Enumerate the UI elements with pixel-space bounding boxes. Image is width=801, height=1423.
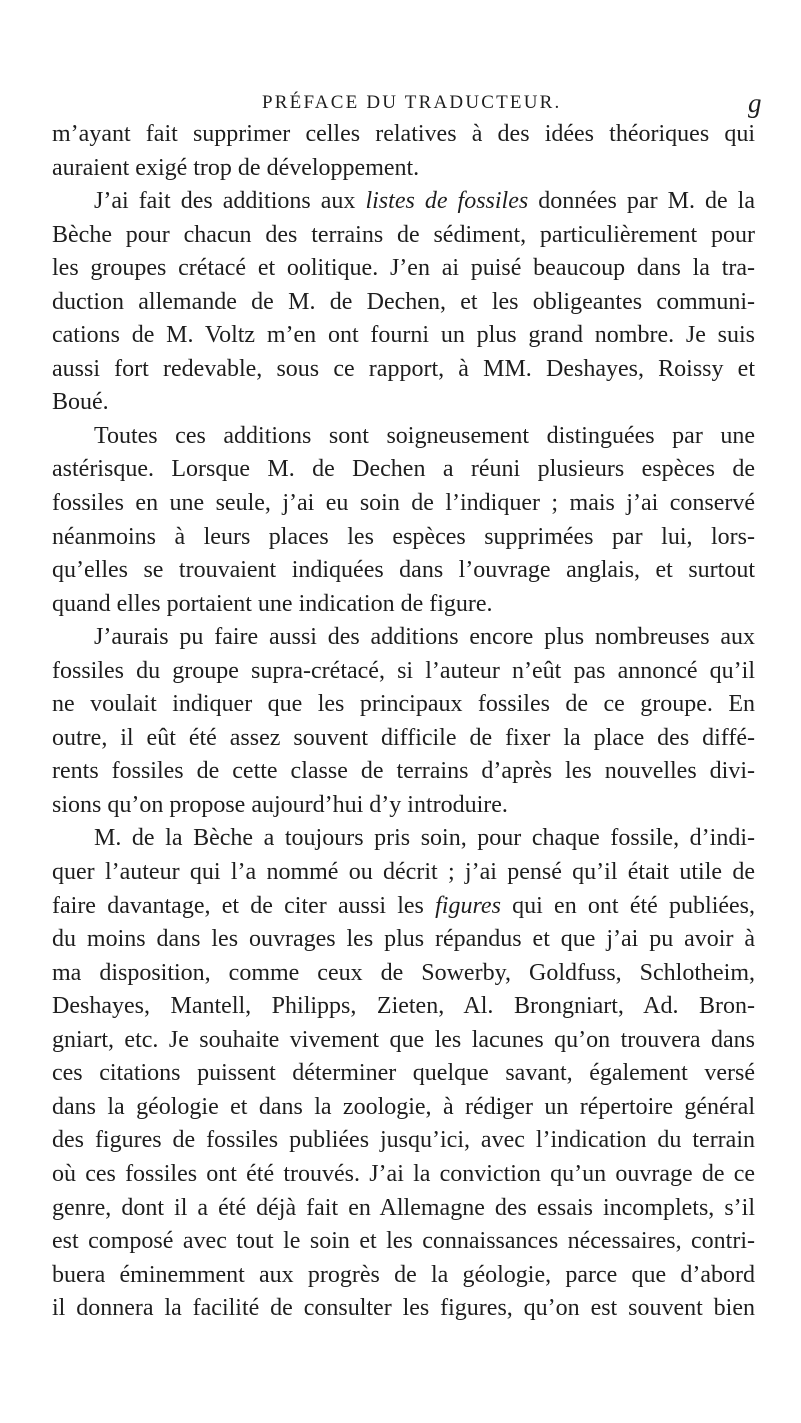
text-segment: est composé avec tout le soin et les connaissances nécessaires, contri- xyxy=(52,1228,755,1255)
text-segment: ces citations puissent déterminer quelque savant, également versé xyxy=(52,1060,755,1087)
text-line xyxy=(52,722,755,756)
text-segment: J’aurais pu faire aussi des additions encore plus nombreuses aux xyxy=(94,624,755,651)
text-segment: du moins dans les ouvrages les plus répandus et que j’ai pu avoir à xyxy=(52,926,755,953)
text-line xyxy=(52,1192,755,1226)
text-line xyxy=(52,554,755,588)
body-text xyxy=(52,118,755,1326)
text-line xyxy=(52,185,755,219)
paragraph xyxy=(52,822,755,1325)
text-line xyxy=(52,1292,755,1326)
text-line xyxy=(52,353,755,387)
text-segment: quand elles portaient une indication de figure. xyxy=(52,590,493,617)
text-segment: données par M. de la xyxy=(528,188,756,215)
text-line xyxy=(52,319,755,353)
text-line xyxy=(52,252,755,286)
text-segment: rents fossiles de cette classe de terrains d’après les nouvelles divi- xyxy=(52,758,755,785)
text-line xyxy=(52,1158,755,1192)
text-segment: Boué. xyxy=(52,389,109,416)
text-segment: ne voulait indiquer que les principaux fossiles de ce groupe. En xyxy=(52,691,755,718)
text-line xyxy=(52,152,755,186)
text-segment: astérisque. Lorsque M. de Dechen a réuni plusieurs espèces de xyxy=(52,456,755,483)
text-segment: des figures de fossiles publiées jusqu’ici, avec l’indication du terrain xyxy=(52,1127,755,1154)
text-segment: outre, il eût été assez souvent difficile de fixer la place des diffé- xyxy=(52,724,755,751)
text-line xyxy=(52,420,755,454)
text-line xyxy=(52,755,755,789)
text-line xyxy=(52,453,755,487)
text-segment: aussi fort redevable, sous ce rapport, à MM. Deshayes, Roissy et xyxy=(52,355,755,382)
text-segment: gniart, etc. Je souhaite vivement que les lacunes qu’on trouvera dans xyxy=(52,1026,755,1053)
text-line xyxy=(52,386,755,420)
text-segment: où ces fossiles ont été trouvés. J’ai la conviction qu’un ouvrage de ce xyxy=(52,1160,755,1187)
text-line xyxy=(52,621,755,655)
text-line xyxy=(52,286,755,320)
text-line xyxy=(52,655,755,689)
text-line xyxy=(52,990,755,1024)
text-line xyxy=(52,822,755,856)
text-segment: auraient exigé trop de développement. xyxy=(52,154,420,181)
text-line xyxy=(52,1091,755,1125)
text-segment: Deshayes, Mantell, Philipps, Zieten, Al. Brongniart, Ad. Bron- xyxy=(52,993,755,1020)
text-segment: M. de la Bèche a toujours pris soin, pour chaque fossile, d’indi- xyxy=(94,825,755,852)
text-line xyxy=(52,487,755,521)
text-line xyxy=(52,856,755,890)
text-line xyxy=(52,1259,755,1293)
text-segment: qui en ont été publiées, xyxy=(500,892,755,919)
italic-text: listes de fossiles xyxy=(365,188,529,215)
text-segment: cations de M. Voltz m’en ont fourni un plus grand nombre. Je suis xyxy=(52,322,755,349)
text-line xyxy=(52,688,755,722)
text-line xyxy=(52,1225,755,1259)
paragraph xyxy=(52,621,755,822)
text-line xyxy=(52,789,755,823)
text-segment: il donnera la facilité de consulter les figures, qu’on est souvent bien xyxy=(52,1295,755,1322)
text-segment: m’ayant fait supprimer celles relatives à des idées théoriques qui xyxy=(52,121,755,147)
text-line xyxy=(52,521,755,555)
text-segment: Bèche pour chacun des terrains de sédiment, particulièrement pour xyxy=(52,221,755,248)
text-line xyxy=(52,1057,755,1091)
text-line xyxy=(52,118,755,152)
text-segment: genre, dont il a été déjà fait en Allemagne des essais incomplets, s’il xyxy=(52,1194,755,1221)
running-title: PRÉFACE DU TRADUCTEUR. xyxy=(262,92,562,113)
text-segment: J’ai fait des additions aux xyxy=(94,188,366,215)
text-line xyxy=(52,1024,755,1058)
text-segment: sions qu’on propose aujourd’hui d’y introduire. xyxy=(52,791,508,818)
text-segment: buera éminemment aux progrès de la géologie, parce que d’abord xyxy=(52,1261,755,1288)
text-segment: Toutes ces additions sont soigneusement distinguées par une xyxy=(94,422,755,449)
paragraph xyxy=(52,420,755,621)
italic-text: figures xyxy=(435,892,501,919)
page-number: g xyxy=(748,88,762,118)
text-line xyxy=(52,219,755,253)
text-segment: dans la géologie et dans la zoologie, à rédiger un répertoire général xyxy=(52,1093,755,1120)
text-line xyxy=(52,588,755,622)
running-head xyxy=(0,88,801,118)
text-segment: quer l’auteur qui l’a nommé ou décrit ; j’ai pensé qu’il était utile de xyxy=(52,859,755,886)
text-line xyxy=(52,923,755,957)
paragraph xyxy=(52,118,755,185)
text-segment: qu’elles se trouvaient indiquées dans l’ouvrage anglais, et surtout xyxy=(52,557,755,584)
text-segment: fossiles du groupe supra-crétacé, si l’auteur n’eût pas annoncé qu’il xyxy=(52,657,755,684)
text-segment: les groupes crétacé et oolitique. J’en ai puisé beaucoup dans la tra- xyxy=(52,255,755,282)
text-segment: duction allemande de M. de Dechen, et les obligeantes communi- xyxy=(52,288,755,315)
text-segment: ma disposition, comme ceux de Sowerby, Goldfuss, Schlotheim, xyxy=(52,959,755,986)
text-segment: fossiles en une seule, j’ai eu soin de l’indiquer ; mais j’ai conservé xyxy=(52,490,755,517)
text-line xyxy=(52,1124,755,1158)
text-line xyxy=(52,890,755,924)
text-segment: faire davantage, et de citer aussi les xyxy=(52,892,436,919)
paragraph xyxy=(52,185,755,420)
text-line xyxy=(52,957,755,991)
text-segment: néanmoins à leurs places les espèces supprimées par lui, lors- xyxy=(52,523,755,550)
